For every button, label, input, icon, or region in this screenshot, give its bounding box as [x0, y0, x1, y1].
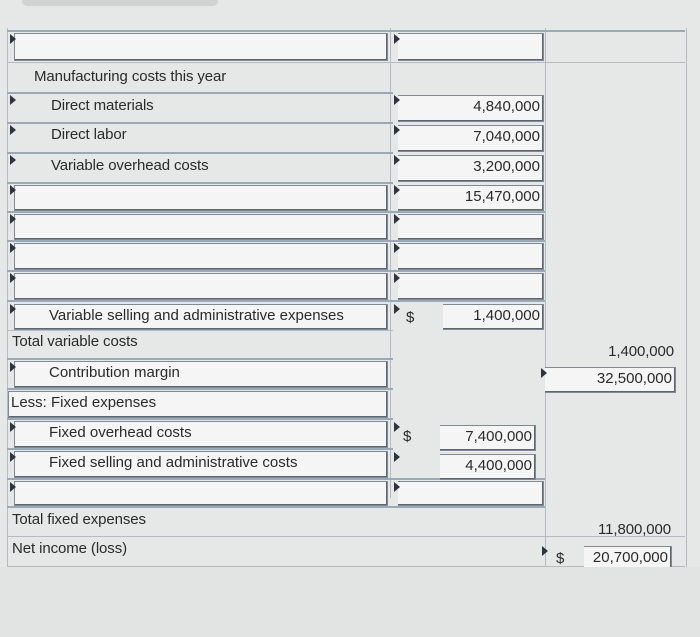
row-divider	[7, 270, 545, 272]
cell-marker-icon	[394, 185, 400, 195]
amount-input-empty[interactable]	[398, 33, 544, 61]
dollar-sign: $	[403, 428, 412, 445]
cell-marker-icon	[10, 125, 16, 135]
cell-marker-icon	[10, 34, 16, 44]
cell-marker-icon	[394, 214, 400, 224]
cell-marker-icon	[394, 243, 400, 253]
direct-labor-label: Direct labor	[51, 126, 127, 143]
cell-marker-icon	[10, 95, 16, 105]
variable-selling-label-input[interactable]: Variable selling and administrative expenses	[14, 304, 388, 330]
row-divider	[7, 358, 393, 360]
amount-input-empty[interactable]	[398, 243, 544, 270]
row-divider	[7, 506, 545, 508]
cell-marker-icon	[394, 95, 400, 105]
label-input-empty[interactable]	[14, 481, 388, 506]
row-divider	[7, 30, 685, 32]
page-bottom-area	[0, 567, 700, 637]
row-divider	[7, 62, 685, 63]
cell-marker-icon	[10, 155, 16, 165]
manufacturing-subtotal-input[interactable]: 15,470,000	[398, 185, 544, 211]
cell-marker-icon	[542, 546, 548, 556]
variable-overhead-label: Variable overhead costs	[51, 157, 209, 174]
row-divider	[7, 330, 393, 331]
row-divider	[7, 182, 393, 184]
variable-selling-input[interactable]: 1,400,000	[443, 304, 544, 330]
fixed-selling-input[interactable]: 4,400,000	[440, 454, 536, 480]
dollar-sign: $	[406, 309, 415, 326]
net-income-input[interactable]: 20,700,000	[584, 546, 672, 571]
cell-marker-icon	[394, 304, 400, 314]
cell-marker-icon	[10, 304, 16, 314]
net-income-label: Net income (loss)	[12, 540, 127, 557]
top-tab	[22, 0, 218, 6]
direct-labor-input[interactable]: 7,040,000	[398, 125, 544, 152]
label-input-empty[interactable]	[14, 243, 388, 270]
direct-materials-input[interactable]: 4,840,000	[398, 95, 544, 122]
total-fixed-label: Total fixed expenses	[12, 511, 146, 528]
grid-line	[545, 28, 546, 568]
grid-line	[686, 28, 687, 568]
cell-marker-icon	[394, 452, 400, 462]
cell-marker-icon	[10, 214, 16, 224]
fixed-overhead-input[interactable]: 7,400,000	[440, 425, 536, 451]
cell-marker-icon	[10, 452, 16, 462]
grid-line	[7, 28, 8, 568]
label-input-empty[interactable]	[14, 273, 388, 300]
row-divider	[7, 240, 545, 242]
cell-marker-icon	[10, 243, 16, 253]
amount-input-empty[interactable]	[398, 214, 544, 240]
cell-marker-icon	[10, 273, 16, 283]
dollar-sign: $	[556, 550, 565, 567]
less-fixed-label-input[interactable]: Less: Fixed expenses	[8, 391, 388, 418]
contribution-margin-label-input[interactable]: Contribution margin	[14, 361, 388, 388]
cell-marker-icon	[10, 422, 16, 432]
total-variable-label: Total variable costs	[12, 333, 138, 350]
row-divider	[7, 300, 545, 302]
grid-line	[390, 28, 391, 498]
total-fixed-value: 11,800,000	[598, 521, 671, 538]
amount-input-empty[interactable]	[398, 273, 544, 300]
cell-marker-icon	[541, 368, 547, 378]
cell-marker-icon	[10, 482, 16, 492]
row-divider	[7, 152, 393, 154]
label-input-empty[interactable]	[14, 185, 388, 211]
direct-materials-label: Direct materials	[51, 97, 154, 114]
row-divider	[7, 388, 393, 390]
row-divider	[7, 211, 545, 213]
cell-marker-icon	[394, 34, 400, 44]
amount-input-empty[interactable]	[398, 481, 544, 506]
cell-marker-icon	[394, 125, 400, 135]
fixed-overhead-label-input[interactable]: Fixed overhead costs	[14, 421, 388, 448]
cell-marker-icon	[394, 482, 400, 492]
label-input-empty[interactable]	[14, 33, 388, 61]
section-label: Manufacturing costs this year	[34, 68, 227, 85]
contribution-margin-input[interactable]: 32,500,000	[545, 367, 676, 393]
variable-overhead-input[interactable]: 3,200,000	[398, 155, 544, 182]
fixed-selling-label-input[interactable]: Fixed selling and administrative costs	[14, 451, 388, 478]
cell-marker-icon	[10, 362, 16, 372]
cell-marker-icon	[394, 422, 400, 432]
cell-marker-icon	[10, 185, 16, 195]
total-variable-value: 1,400,000	[608, 343, 674, 360]
cell-marker-icon	[394, 155, 400, 165]
row-divider	[7, 448, 393, 450]
row-divider	[7, 92, 393, 94]
cell-marker-icon	[394, 273, 400, 283]
row-divider	[7, 122, 393, 124]
label-input-empty[interactable]	[14, 214, 388, 240]
row-divider	[7, 418, 393, 420]
